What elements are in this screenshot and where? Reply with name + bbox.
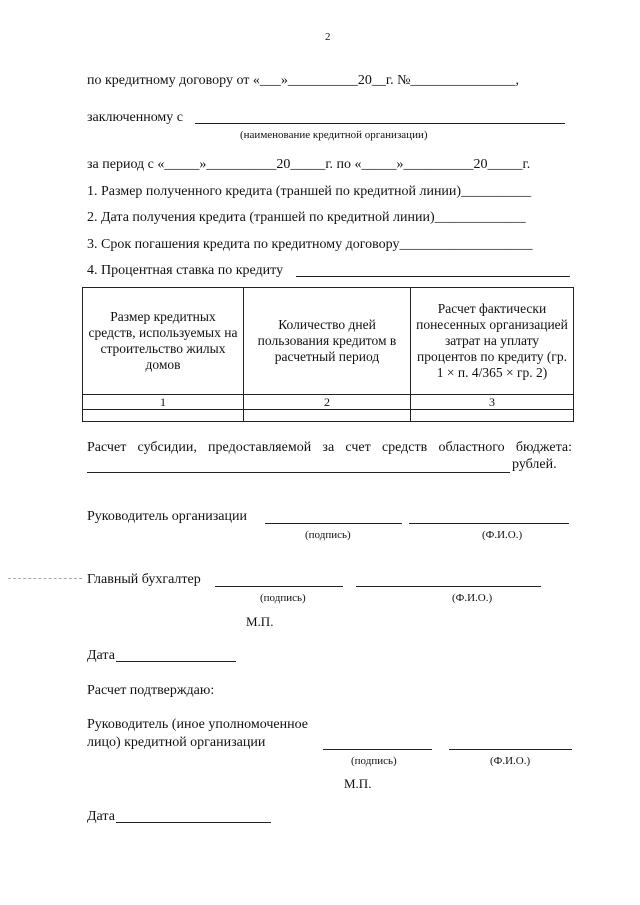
org-head-label: Руководитель организации: [87, 509, 247, 524]
table-header-cell: Количество дней пользования кредитом в расчетный период: [244, 288, 411, 395]
item-1: 1. Размер полученного кредита (траншей по кредитной линии)__________: [87, 184, 532, 199]
bank-head-fio-line: [449, 749, 572, 750]
subsidy-amount-field-line: [87, 472, 510, 473]
period-line: за период с «_____»__________20_____г. по «_____»__________20_____г.: [87, 157, 531, 172]
table-header-cell: Расчет фактически понесенных организацией затрат на уплату процентов по кредиту (гр. 1 × п. 4/365 × гр. 2): [411, 288, 574, 395]
table-cell: [83, 410, 244, 422]
contract-line: по кредитному договору от «___»__________20__г. №_______________,: [87, 73, 519, 88]
item-2: 2. Дата получения кредита (траншей по кредитной линии)_____________: [87, 210, 526, 225]
table-header-cell: Размер кредитных средств, используемых на строительство жилых домов: [83, 288, 244, 395]
scan-artifact-dash: [8, 578, 82, 579]
org-head-fio-line: [409, 523, 569, 524]
table-column-number: 1: [83, 395, 244, 410]
calculation-table: [82, 287, 574, 422]
bank-name-caption: (наименование кредитной организации): [240, 129, 428, 141]
item-4: 4. Процентная ставка по кредиту: [87, 263, 284, 278]
table-cell: [244, 410, 411, 422]
date-field-line: [116, 661, 236, 662]
table-cell: [411, 410, 574, 422]
bank-name-field-line: [195, 123, 565, 124]
bank-head-sign-caption: (подпись): [351, 755, 397, 767]
org-head-sign-caption: (подпись): [305, 529, 351, 541]
bank-date-field-line: [116, 822, 271, 823]
bank-head-signature-line: [323, 749, 432, 750]
stamp-placeholder: М.П.: [246, 614, 274, 629]
accountant-sign-caption: (подпись): [260, 592, 306, 604]
interest-rate-field-line: [296, 276, 570, 277]
subsidy-unit: рублей.: [512, 457, 557, 472]
bank-date-label: Дата: [87, 809, 115, 824]
subsidy-calc-line: Расчет субсидии, предоставляемой за счет средств областного бюджета:: [87, 440, 572, 455]
confirm-label: Расчет подтверждаю:: [87, 683, 215, 698]
table-column-number: 2: [244, 395, 411, 410]
chief-accountant-label: Главный бухгалтер: [87, 572, 201, 587]
date-label: Дата: [87, 648, 115, 663]
page-number: 2: [325, 31, 331, 43]
bank-head-label-line2: лицо) кредитной организации: [87, 735, 266, 750]
table-column-number: 3: [411, 395, 574, 410]
bank-head-fio-caption: (Ф.И.О.): [490, 755, 531, 767]
bank-stamp-placeholder: М.П.: [344, 776, 372, 791]
org-head-fio-caption: (Ф.И.О.): [482, 529, 523, 541]
item-3: 3. Срок погашения кредита по кредитному договору___________________: [87, 237, 533, 252]
accountant-fio-line: [356, 586, 541, 587]
org-head-signature-line: [265, 523, 402, 524]
accountant-signature-line: [215, 586, 343, 587]
bank-head-label-line1: Руководитель (иное уполномоченное: [87, 717, 308, 732]
accountant-fio-caption: (Ф.И.О.): [452, 592, 493, 604]
concluded-with-label: заключенному с: [87, 110, 184, 125]
